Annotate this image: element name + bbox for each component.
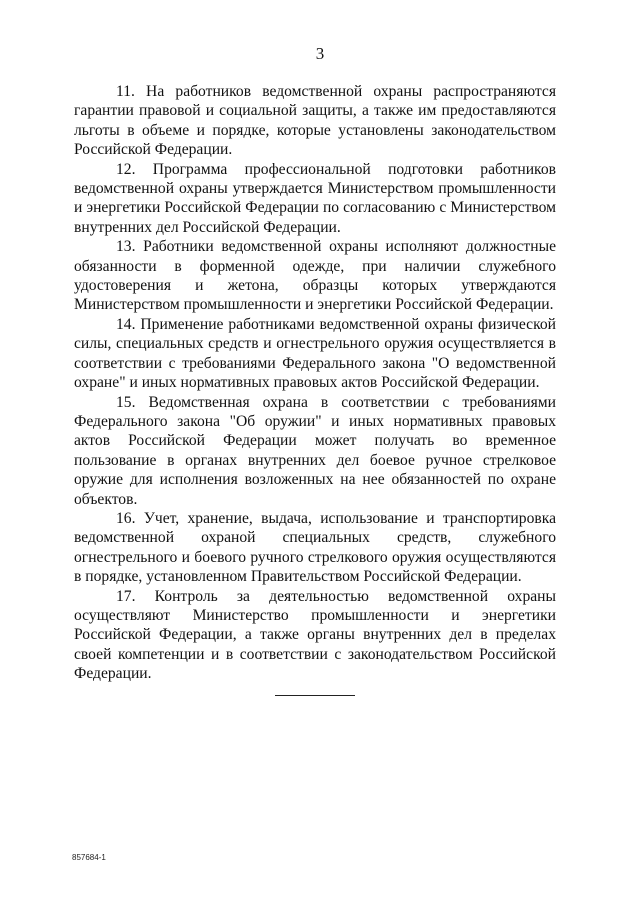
paragraph-14: 14. Применение работниками ведомственной охраны физической силы, специальных средств и огнестрельного оружия осуществляется в соответствии с требованиями Федерального закона "О ведомственной охране" и иных нормативных правовых актов Российской Федерации. [74,315,556,392]
paragraph-16: 16. Учет, хранение, выдача, использование и транспортировка ведомственной охраной специальных средств, служебного огнестрельного и боевого ручного стрелкового оружия осуществляются в порядке, установленном Правительством Российской Федерации. [74,509,556,586]
document-code: 857684-1 [72,853,106,862]
end-separator-line [275,695,355,696]
paragraph-13: 13. Работники ведомственной охраны исполняют должностные обязанности в форменной одежде, при наличии служебного удостоверения и жетона, образцы которых утверждаются Министерством промышленности и энергетики Российской Федерации. [74,238,556,314]
paragraph-15: 15. Ведомственная охрана в соответствии с требованиями Федерального закона "Об оружии" и иных нормативных правовых актов Российской Федерации может получать во временное пользование в органах внутренних дел боевое ручное стрелковое оружие для исполнения возложенных на нее обязанностей по охране объектов. [74,393,556,508]
paragraph-12: 12. Программа профессиональной подготовки работников ведомственной охраны утверждается Министерством промышленности и энергетики Российской Федерации по согласованию с Министерством внутренних дел Российской Федерации. [74,160,556,236]
document-body [74,82,556,684]
paragraph-11: 11. На работников ведомственной охраны распространяются гарантии правовой и социальной защиты, а также им предоставляются льготы в объеме и порядке, которые установлены законодательством Российской Федерации. [74,83,556,159]
paragraph-17: 17. Контроль за деятельностью ведомственной охраны осуществляют Министерство промышленности и энергетики Российской Федерации, а также органы внутренних дел в пределах своей компетенции и в соответствии с законодательством Российской Федерации. [74,587,556,683]
page-number: 3 [315,44,325,63]
